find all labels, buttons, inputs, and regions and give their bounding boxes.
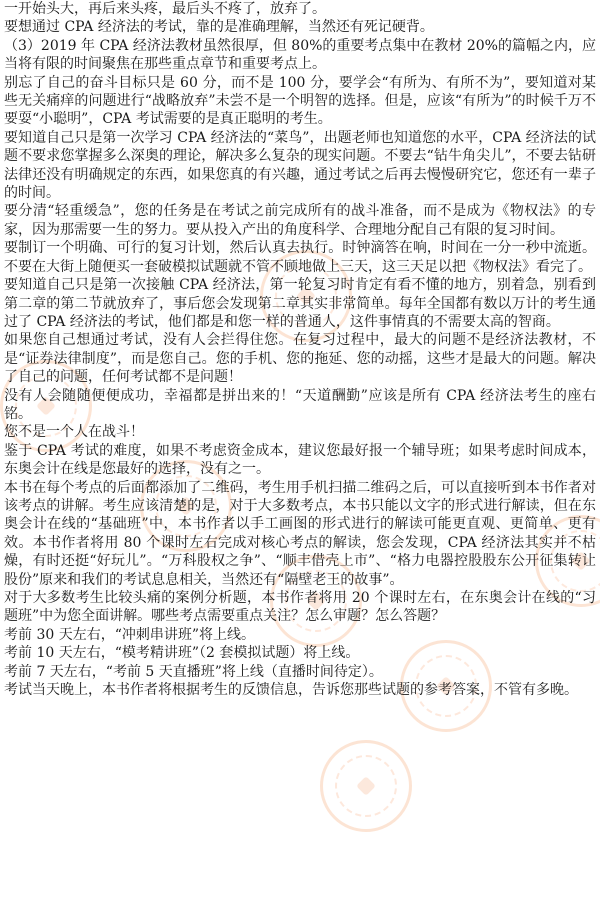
paragraph: 要想通过 CPA 经济法的考试，靠的是准确理解，当然还有死记硬背。 bbox=[4, 19, 434, 36]
paragraph: 对于大多数考生比较头痛的案例分析题，本书作者将用 20 个课时左右，在东奥会计在线的“习题班”中为您全面讲解。哪些考点需要重点关注？怎么审题？怎么答题？ bbox=[4, 590, 596, 625]
paragraph: 要制订一个明确、可行的复习计划，然后认真去执行。时钟滴答在响，时间在一分一秒中流逝。不要在大街上随便买一套破模拟试题就不管不顾地做上三天，这三天足以把《物权法》看完了。 bbox=[4, 240, 596, 275]
paragraph: 考前 10 天左右，“模考精讲班”（2 套模拟试题）将上线。 bbox=[4, 645, 360, 662]
paragraph: 要知道自己只是第一次接触 CPA 经济法，第一轮复习时肯定有看不懂的地方，别着急，别看到第二章的第二节就放弃了，事后您会发现第二章其实非常简单。每年全国都有数以万计的考生通过了 CPA 经济法的考试，他们都是和您一样的普通人，这件事情真的不需要太高的智商。 bbox=[4, 277, 596, 330]
paragraph: 考试当天晚上，本书作者将根据考生的反馈信息，告诉您那些试题的参考答案，不管有多晚。 bbox=[4, 682, 578, 699]
paragraph: 没有人会随随便便成功，幸福都是拼出来的！“天道酬勤”应该是所有 CPA 经济法考生的座右铭。 bbox=[4, 387, 596, 422]
paragraph: 要分清“轻重缓急”，您的任务是在考试之前完成所有的战斗准备，而不是成为《物权法》的专家，因为那需要一生的努力。要从投入产出的角度科学、合理地分配自己有限的复习时间。 bbox=[4, 203, 596, 238]
paragraph: 要知道自己只是第一次学习 CPA 经济法的“菜鸟”，出题老师也知道您的水平，CPA 经济法的试题不要求您掌握多么深奥的理论，解决多么复杂的现实问题。不要去“钻牛角尖儿”，不要去钻研法律还没有明确规定的东西，如果您真的有兴趣，通过考试之后再去慢慢研究它，您还有一辈子的时间。 bbox=[4, 129, 596, 202]
paragraph: 本书在每个考点的后面都添加了二维码，考生用手机扫描二维码之后，可以直接听到本书作者对该考点的讲解。考生应该清楚的是，对于大多数考点，本书只能以文字的形式进行解读，但在东奥会计在线的“基础班”中，本书作者以手工画图的形式进行的解读可能更直观、更简单、更有效。本书作者将用 80 个课时左右完成对核心考点的解读，您会发现，CPA 经济法其实并不枯燥，有时还挺“好玩儿”。“万科股权之争”、“顺丰借壳上市”、“格力电器控股股东公开征集转让股份”原来和我们的考试息息相关，当然还有“隔壁老王的故事”。 bbox=[4, 479, 596, 588]
paragraph: （3）2019 年 CPA 经济法教材虽然很厚，但 80%的重要考点集中在教材 20%的篇幅之内，应当将有限的时间聚焦在那些重点章节和重要考点上。 bbox=[4, 37, 596, 73]
paragraph: 考前 7 天左右，“考前 5 天直播班”将上线（直播时间待定）。 bbox=[4, 663, 383, 680]
paragraph: 别忘了自己的奋斗目标只是 60 分，而不是 100 分，要学会“有所为、有所不为”，要知道对某些无关痛痒的问题进行“战略放弃”未尝不是一个明智的选择。但是，应该“有所为”的时候千万不要耍“小聪明”，CPA 考试需要的是真正聪明的考生。 bbox=[4, 74, 596, 128]
paragraph: 您不是一个人在战斗！ bbox=[4, 424, 144, 441]
paragraph: 一开始头大，再后来头疼，最后头不疼了，放弃了。 bbox=[4, 1, 326, 17]
watermark-stamp bbox=[320, 740, 412, 832]
paragraph: 考前 30 天左右，“冲刺串讲班”将上线。 bbox=[4, 626, 256, 643]
paragraph: 如果您自己想通过考试，没有人会拦得住您。在复习过程中，最大的问题不是经济法教材，不是“证券法律制度”，而是您自己。您的手机、您的拖延、您的动摇，这些才是最大的问题。解决了自己的问题，任何考试都不是问题！ bbox=[4, 332, 596, 386]
paragraph: 鉴于 CPA 考试的难度，如果不考虑资金成本，建议您最好报一个辅导班；如果考虑时间成本，东奥会计在线是您最好的选择，没有之一。 bbox=[4, 442, 596, 478]
